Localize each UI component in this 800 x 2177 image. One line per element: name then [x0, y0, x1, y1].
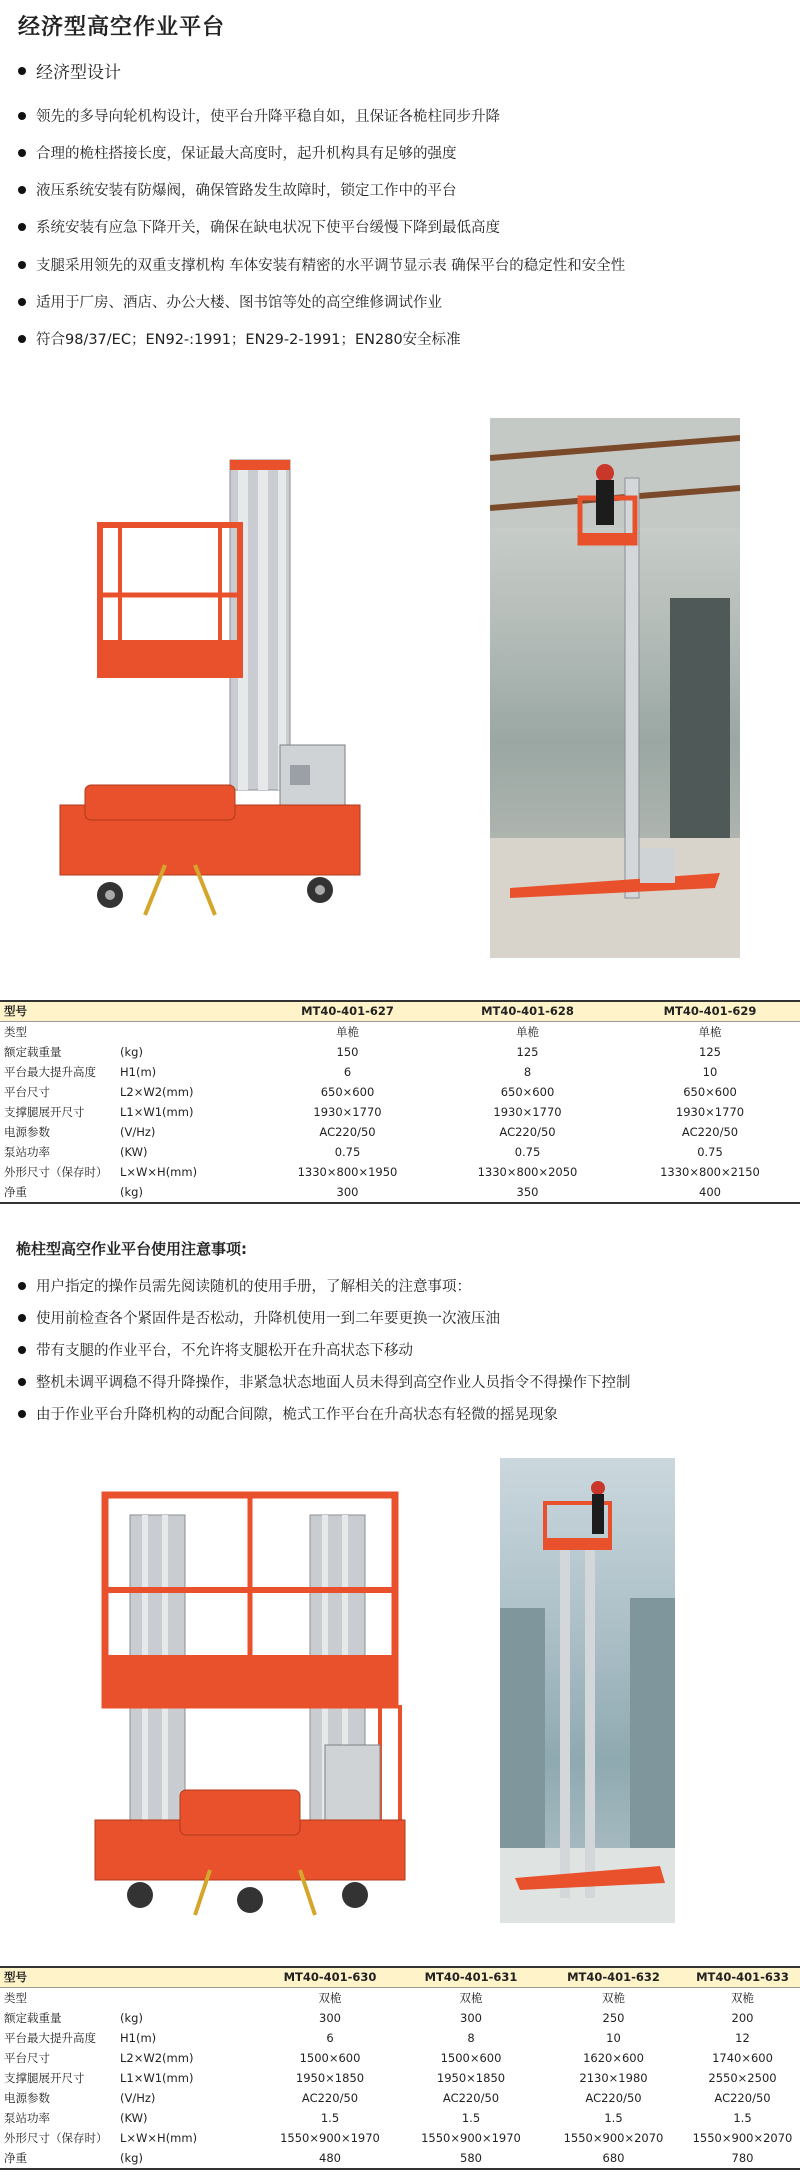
table-cell: (kg): [120, 2148, 260, 2169]
list-item: 带有支腿的作业平台，不允许将支腿松开在升高状态下移动: [18, 1339, 413, 1360]
table-cell: 单桅: [336, 1025, 359, 1039]
table-cell: 250: [602, 2011, 625, 2025]
table-cell: H1(m): [120, 2031, 157, 2045]
table-cell: MT40-401-631: [400, 1967, 542, 1988]
table-cell: AC220/50: [499, 1125, 556, 1139]
table-cell: (KW): [120, 2111, 148, 2125]
table-cell: 6: [326, 2031, 334, 2045]
table-cell: 单桅: [698, 1025, 722, 1039]
page-title: 经济型高空作业平台: [18, 15, 226, 40]
table-cell: 电源参数: [4, 2091, 50, 2105]
table-cell: 350: [435, 1182, 620, 1203]
table-cell: [120, 1967, 260, 1988]
table-cell: 8: [467, 2031, 475, 2045]
table-cell: 平台最大提升高度: [4, 2031, 96, 2045]
table-cell: [120, 1988, 260, 2009]
list-item: 由于作业平台升降机构的动配合间隙，桅式工作平台在升高状态有轻微的摇晃现象: [18, 1403, 558, 1424]
table-cell: 双桅: [731, 1991, 754, 2005]
bullet-icon: [18, 186, 26, 194]
table-cell: 型号: [0, 1967, 120, 1988]
table-cell: AC220/50: [319, 1125, 376, 1139]
table-cell: 1550×900×1970: [280, 2131, 380, 2145]
subtitle: 经济型设计: [36, 63, 121, 83]
bullet-icon: [18, 112, 26, 120]
table-cell: 12: [735, 2031, 750, 2045]
subtitle-row: [18, 58, 121, 83]
table-cell: L1×W1(mm): [120, 2071, 194, 2085]
table-cell: 10: [606, 2031, 621, 2045]
list-item: 合理的桅柱搭接长度，保证最大高度时，起升机构具有足够的强度: [18, 142, 457, 163]
bullet-icon: [18, 1346, 26, 1354]
table-cell: 1500×600: [299, 2051, 361, 2065]
table-row: [0, 1162, 800, 1182]
table-cell: MT40-401-633: [685, 1967, 800, 1988]
table-cell: 1740×600: [712, 2051, 773, 2065]
table-row: [0, 2068, 800, 2088]
spec-table-double-mast: [0, 1966, 800, 2170]
list-item: 适用于厂房、酒店、办公大楼、图书馆等处的高空维修调试作业: [18, 291, 442, 312]
table-cell: (KW): [120, 1145, 148, 1159]
table-cell: (V/Hz): [120, 1125, 156, 1139]
table-row: [0, 1062, 800, 1082]
table-cell: 650×600: [320, 1085, 375, 1099]
table-cell: 1330×800×2050: [477, 1165, 578, 1179]
table-cell: 1930×1770: [493, 1105, 562, 1119]
table-cell: 650×600: [683, 1085, 737, 1099]
table-cell: 平台尺寸: [4, 1085, 50, 1099]
bullet-icon: [18, 1282, 26, 1290]
list-item: 使用前检查各个紧固件是否松动，升降机使用一到二年要更换一次液压油: [18, 1307, 500, 1328]
table-cell: 平台尺寸: [4, 2051, 50, 2065]
product-image-single-mast: [35, 445, 365, 925]
bullet-icon: [18, 1410, 26, 1418]
table-cell: 1.5: [604, 2111, 623, 2125]
table-row: [0, 1142, 800, 1162]
table-cell: 泵站功率: [4, 1145, 50, 1159]
table-cell: L2×W2(mm): [120, 2051, 194, 2065]
table-cell: 650×600: [500, 1085, 555, 1099]
table-row: [0, 2048, 800, 2068]
table-cell: 净重: [0, 2148, 120, 2169]
table-cell: 200: [731, 2011, 754, 2025]
table-cell: 1.5: [461, 2111, 481, 2125]
table-cell: (V/Hz): [120, 2091, 156, 2105]
table-cell: 1.5: [320, 2111, 340, 2125]
bullet-icon: [18, 149, 26, 157]
table-cell: 单桅: [516, 1025, 539, 1039]
table-cell: AC220/50: [681, 1125, 739, 1139]
table-cell: 支撑腿展开尺寸: [4, 2071, 85, 2085]
table-cell: 1950×1850: [436, 2071, 506, 2085]
table-row: [0, 2088, 800, 2108]
table-cell: 8: [523, 1065, 532, 1079]
table-cell: 0.75: [697, 1145, 723, 1159]
table-cell: (kg): [120, 1045, 143, 1059]
table-cell: 1930×1770: [313, 1105, 382, 1119]
table-cell: AC220/50: [585, 2091, 642, 2105]
table-cell: 型号: [0, 1001, 120, 1022]
list-item: 用户指定的操作员需先阅读随机的使用手册，了解相关的注意事项：: [18, 1275, 471, 1296]
table-cell: 双桅: [318, 1991, 342, 2005]
bullet-icon: [18, 261, 26, 269]
table-cell: 额定载重量: [4, 1045, 62, 1059]
table-row: [0, 2148, 800, 2169]
table-cell: 480: [260, 2148, 400, 2169]
table-cell: 1330×800×2150: [660, 1165, 760, 1179]
table-cell: MT40-401-627: [260, 1001, 435, 1022]
notes-title: 桅柱型高空作业平台使用注意事项:: [16, 1240, 248, 1258]
table-cell: 净重: [0, 1182, 120, 1203]
table-cell: 300: [260, 1182, 435, 1203]
table-cell: [120, 1022, 260, 1043]
table-cell: 双桅: [459, 1991, 483, 2005]
table-cell: 平台最大提升高度: [4, 1065, 96, 1079]
table-row: [0, 1182, 800, 1203]
table-cell: (kg): [120, 2011, 143, 2025]
list-item: 整机未调平调稳不得升降操作，非紧急状态地面人员未得到高空作业人员指令不得操作下控制: [18, 1371, 631, 1392]
bullet-icon: [18, 1378, 26, 1386]
product-photo-single-mast-in-use: [490, 418, 740, 958]
table-cell: 类型: [4, 1025, 27, 1039]
table-row: [0, 2028, 800, 2048]
table-cell: 泵站功率: [4, 2111, 50, 2125]
table-cell: MT40-401-629: [620, 1001, 800, 1022]
table-cell: MT40-401-628: [435, 1001, 620, 1022]
table-cell: MT40-401-630: [260, 1967, 400, 1988]
table-row: [0, 1082, 800, 1102]
table-cell: 0.75: [514, 1145, 541, 1159]
table-cell: 10: [702, 1065, 718, 1079]
list-item: 支腿采用领先的双重支撑机构 车体安装有精密的水平调节显示表 确保平台的稳定性和安全性: [18, 254, 625, 275]
table-row: [0, 1122, 800, 1142]
table-cell: 1550×900×2070: [563, 2131, 664, 2145]
bullet-icon: [18, 298, 26, 306]
table-row: [0, 2008, 800, 2028]
table-cell: L1×W1(mm): [120, 1105, 194, 1119]
table-cell: AC220/50: [301, 2091, 359, 2105]
table-row: [0, 1042, 800, 1062]
table-cell: 1330×800×1950: [297, 1165, 398, 1179]
table-cell: 125: [516, 1045, 539, 1059]
list-item: 符合98/37/EC；EN92-:1991；EN29-2-1991；EN280安全标准: [18, 328, 461, 349]
table-cell: 1500×600: [440, 2051, 502, 2065]
bullet-icon: [18, 67, 26, 75]
table-cell: 300: [319, 2011, 341, 2025]
table-cell: L2×W2(mm): [120, 1085, 194, 1099]
table-cell: AC220/50: [442, 2091, 500, 2105]
table-row: [0, 2108, 800, 2128]
table-cell: 680: [542, 2148, 685, 2169]
list-item: 液压系统安装有防爆阀，确保管路发生故障时，锁定工作中的平台: [18, 179, 457, 200]
table-row: [0, 2128, 800, 2148]
table-row: [0, 1022, 800, 1043]
table-cell: 2130×1980: [579, 2071, 648, 2085]
table-cell: 电源参数: [4, 1125, 50, 1139]
table-row: [0, 1988, 800, 2009]
table-cell: 外形尺寸（保存时）: [4, 2131, 108, 2145]
table-cell: H1(m): [120, 1065, 157, 1079]
table-cell: AC220/50: [714, 2091, 771, 2105]
table-cell: 1930×1770: [675, 1105, 745, 1119]
table-cell: 类型: [4, 1991, 27, 2005]
list-item: 系统安装有应急下降开关，确保在缺电状况下使平台缓慢下降到最低高度: [18, 216, 500, 237]
list-item: 领先的多导向轮机构设计，使平台升降平稳自如，且保证各桅柱同步升降: [18, 105, 500, 126]
bullet-icon: [18, 223, 26, 231]
table-cell: 额定载重量: [4, 2011, 62, 2025]
table-cell: 1550×900×1970: [421, 2131, 521, 2145]
table-cell: 400: [620, 1182, 800, 1203]
table-cell: (kg): [120, 1182, 260, 1203]
table-cell: 150: [336, 1045, 359, 1059]
table-cell: 300: [460, 2011, 482, 2025]
table-row: [0, 1102, 800, 1122]
table-cell: 2550×2500: [708, 2071, 777, 2085]
table-cell: 1550×900×2070: [692, 2131, 793, 2145]
table-cell: 0.75: [334, 1145, 361, 1159]
table-header: [0, 1967, 800, 1988]
table-cell: 125: [699, 1045, 721, 1059]
table-cell: L×W×H(mm): [120, 2131, 198, 2145]
product-photo-double-mast-in-use: [500, 1458, 675, 1923]
table-cell: 1620×600: [583, 2051, 644, 2065]
table-header: [0, 1001, 800, 1022]
table-cell: 支撑腿展开尺寸: [4, 1105, 85, 1119]
table-cell: MT40-401-632: [542, 1967, 685, 1988]
table-cell: 6: [343, 1065, 352, 1079]
bullet-icon: [18, 1314, 26, 1322]
table-cell: 1.5: [733, 2111, 752, 2125]
table-cell: 580: [400, 2148, 542, 2169]
bullet-icon: [18, 335, 26, 343]
table-cell: [120, 1001, 260, 1022]
table-cell: 1950×1850: [295, 2071, 365, 2085]
table-cell: L×W×H(mm): [120, 1165, 198, 1179]
table-cell: 780: [685, 2148, 800, 2169]
table-cell: 外形尺寸（保存时）: [4, 1165, 108, 1179]
spec-table-single-mast: [0, 1000, 800, 1204]
product-image-double-mast: [90, 1490, 420, 1925]
table-cell: 双桅: [602, 1991, 625, 2005]
